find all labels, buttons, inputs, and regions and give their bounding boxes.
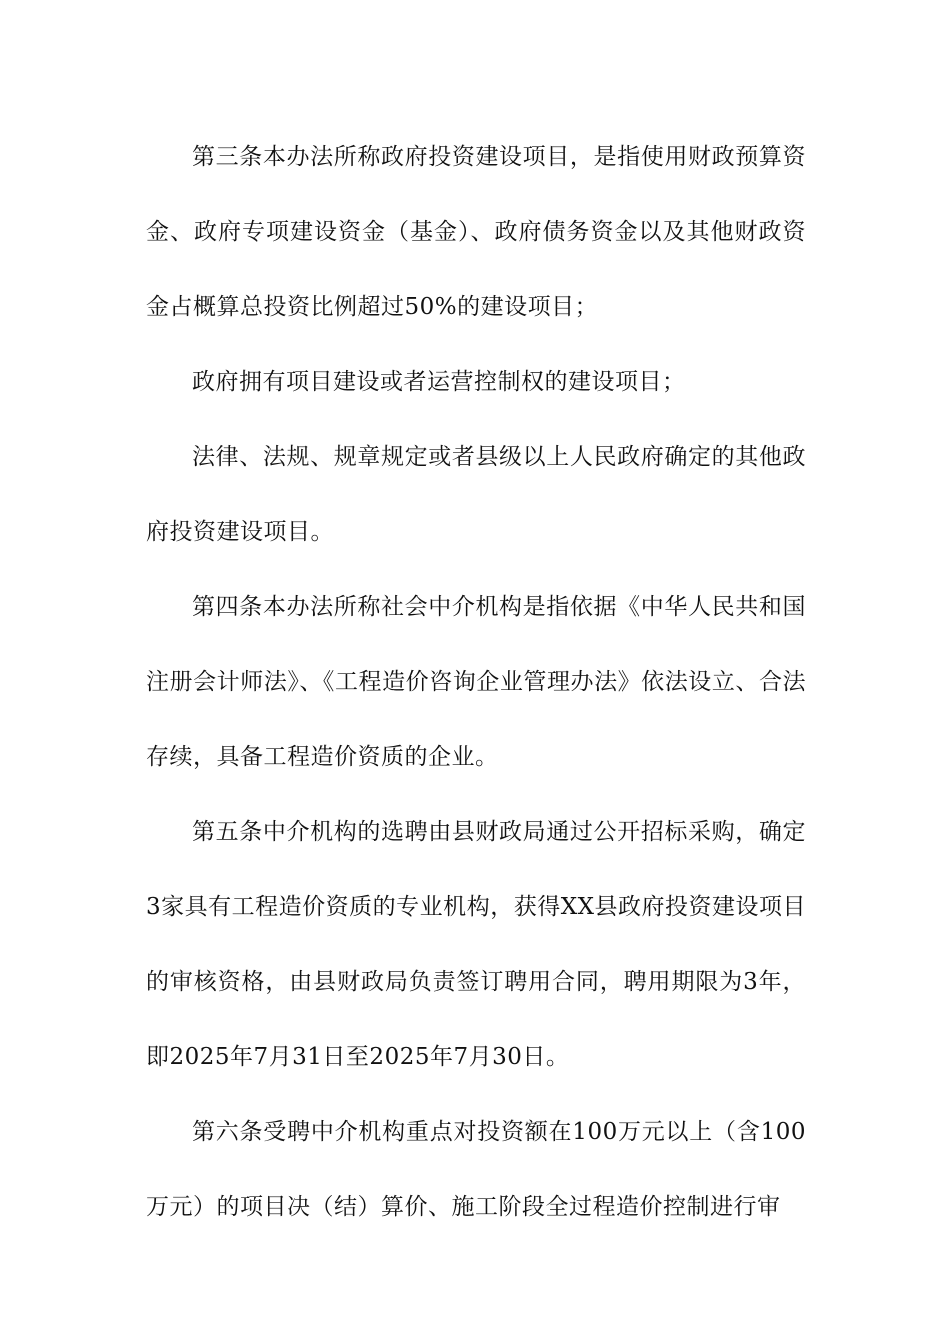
paragraph-article-6: 第六条受聘中介机构重点对投资额在100万元以上（含100万元）的项目决（结）算价、施工阶段全过程造价控制进行审 — [146, 1119, 806, 1220]
document-body — [146, 120, 806, 1245]
paragraph-government-control: 政府拥有项目建设或者运营控制权的建设项目； — [192, 369, 686, 395]
paragraph-other-projects: 法律、法规、规章规定或者县级以上人民政府确定的其他政府投资建设项目。 — [146, 444, 806, 545]
paragraph-article-5: 第五条中介机构的选聘由县财政局通过公开招标采购，确定3家具有工程造价资质的专业机构，获得XX县政府投资建设项目的审核资格，由县财政局负责签订聘用合同，聘用期限为3年，即2025年7月31日至2025年7月30日。 — [146, 819, 806, 1070]
paragraph-article-4: 第四条本办法所称社会中介机构是指依据《中华人民共和国注册会计师法》、《工程造价咨询企业管理办法》依法设立、合法存续，具备工程造价资质的企业。 — [146, 594, 806, 770]
paragraph-article-3: 第三条本办法所称政府投资建设项目，是指使用财政预算资金、政府专项建设资金（基金）、政府债务资金以及其他财政资金占概算总投资比例超过50%的建设项目； — [146, 144, 806, 320]
